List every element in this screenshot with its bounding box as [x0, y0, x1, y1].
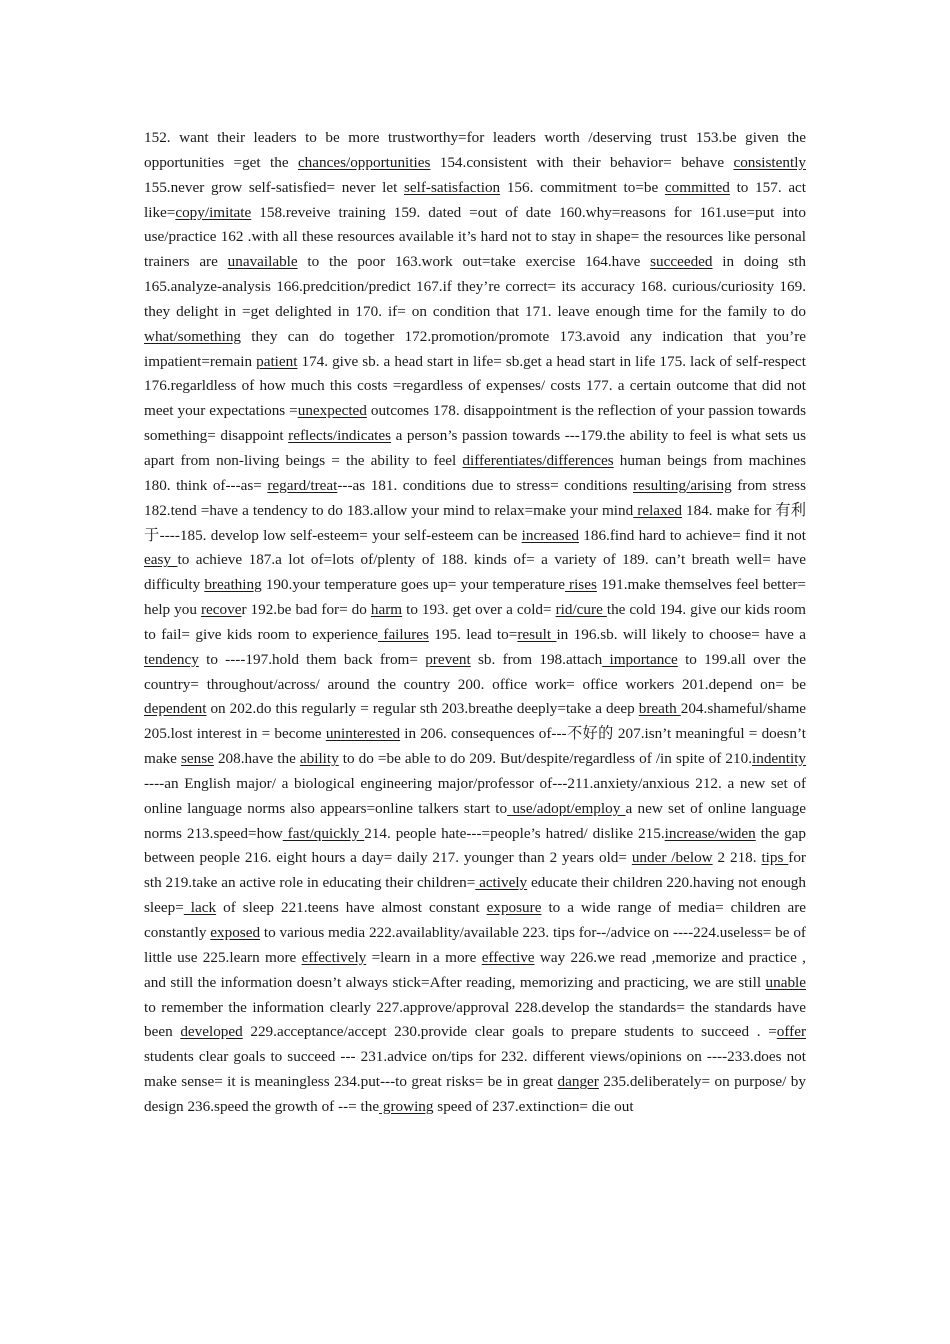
underlined-answer: copy/imitate	[175, 203, 252, 221]
text-segment: r 192.be bad for= do	[241, 601, 371, 619]
text-segment: 235.deliberately= on purpose/ by design 236.speed the growth of --= the	[144, 1073, 806, 1115]
text-segment: students clear goals to succeed --- 231.advice on/tips for 232. different views/opinions on ----233.does not make sense= it is meaningless 234.put---to great risks= be in great	[144, 1048, 806, 1091]
underlined-answer: sense	[180, 750, 214, 768]
text-segment: to 157. act like=	[144, 178, 807, 221]
underlined-answer: unable	[765, 973, 806, 991]
underlined-answer: lack	[183, 899, 217, 917]
text-segment: they can do together 172.promotion/promote 173.avoid any indication that you’re impatient=remain	[144, 327, 806, 370]
underlined-answer: developed	[180, 1023, 243, 1041]
text-segment: to achieve 187.a lot of=lots of/plenty of 188. kinds of= a variety of 189. can’t breath well= have difficulty	[144, 551, 806, 594]
underlined-answer: harm	[370, 601, 403, 619]
text-segment: 184. make for 有利于----185. develop low self-esteem= your self-esteem can be	[144, 501, 806, 544]
text-segment: in doing sth 165.analyze-analysis 166.predcition/predict 167.if they’re correct= its accuracy 168. curious/curiosity 169. they delight in =get delighted in 170. if= on condition that 171. leave enough time for the family to do	[144, 253, 806, 320]
text-segment: to a wide range of media= children are constantly	[144, 899, 806, 941]
underlined-answer: fast/quickly	[282, 824, 365, 842]
underlined-answer: regard/treat	[267, 476, 338, 494]
underlined-answer: actively	[475, 874, 528, 892]
underlined-answer: recove	[200, 601, 242, 619]
text-segment: way 226.we read ,memorize and practice , and still the information doesn’t always stick=After reading, memorizing and practicing, we are still	[144, 948, 806, 991]
underlined-answer: chances/opportunities	[297, 153, 431, 171]
text-segment: 229.acceptance/accept 230.provide clear goals to prepare students to succeed . =	[242, 1023, 777, 1041]
text-segment: ----an English major/ a biological engineering major/professor of---211.anxiety/anxious 212. a new set of online language norms also appears=online talkers start to	[144, 774, 806, 817]
text-segment: ---as 181. conditions due to stress= conditions	[337, 476, 633, 494]
text-segment: in 196.sb. will likely to choose= have a	[556, 625, 806, 643]
text-segment: 152. want their leaders to be more trustworthy=for leaders worth /deserving trust 153.be given the opportunities =get the	[144, 129, 806, 171]
underlined-answer: self-satisfaction	[403, 178, 501, 196]
underlined-answer: what/something	[144, 327, 242, 345]
underlined-answer: uninterested	[325, 725, 401, 743]
underlined-answer: increased	[521, 526, 579, 544]
underlined-answer: importance	[602, 650, 678, 668]
text-segment: 156. commitment to=be	[500, 178, 665, 196]
text-segment: on 202.do this regularly = regular sth 203.breathe deeply=take a deep	[206, 700, 639, 718]
text-segment: 186.find hard to achieve= find it not	[578, 526, 806, 544]
text-segment: 191.make themselves feel better= help you	[144, 576, 806, 619]
underlined-answer: growing	[379, 1097, 434, 1115]
underlined-answer: tendency	[144, 650, 199, 668]
underlined-answer: breath	[638, 700, 681, 718]
underlined-answer: failures	[378, 625, 429, 643]
text-segment: 158.reveive training 159. dated =out of date 160.why=reasons for 161.use=put into use/practice 162 .with all these resources available it’s hard not to stay in shape= the resources like personal trainers are	[144, 203, 806, 271]
text-segment: of sleep 221.teens have almost constant	[216, 899, 487, 917]
underlined-answer: reflects/indicates	[288, 427, 392, 445]
text-segment: to various media 222.availablity/available 223. tips for--/advice on ----224.useless= be of little use 225.learn more	[144, 924, 806, 966]
text-segment: to 199.all over the country= throughout/across/ around the country 200. office work= office workers 201.depend on= be	[144, 650, 806, 693]
text-segment: to ----197.hold them back from=	[198, 650, 426, 668]
text-segment: 208.have the	[213, 750, 300, 768]
text-segment: 174. give sb. a head start in life= sb.get a head start in life 175. lack of self-respect 176.regarldless of how much this costs =regardless of expenses/ costs 177. a certain outcome that did not meet your expectations =	[144, 352, 807, 420]
underlined-answer: effective	[481, 948, 535, 966]
underlined-answer: result	[517, 625, 557, 643]
underlined-answer: indentity	[752, 750, 807, 768]
text-segment: 204.shameful/shame 205.lost interest in = become	[144, 700, 807, 743]
underlined-answer: easy	[144, 551, 178, 569]
text-segment: human beings from machines 180. think of---as=	[144, 451, 806, 494]
underlined-answer: under /below	[631, 849, 713, 867]
text-segment: educate their children 220.having not enough sleep=	[144, 874, 806, 917]
text-segment: 155.never grow self-satisfied= never let	[144, 178, 404, 196]
underlined-answer: rises	[564, 576, 597, 594]
underlined-answer: rid/cure	[555, 601, 607, 619]
underlined-answer: ability	[299, 750, 339, 768]
underlined-answer: dependent	[144, 700, 207, 718]
text-segment: the gap between people 216. eight hours a day= daily 217. younger than 2 years old=	[144, 824, 806, 867]
underlined-answer: differentiates/differences	[462, 451, 614, 469]
underlined-answer: use/adopt/employ	[507, 799, 626, 817]
text-segment: 195. lead to=	[428, 625, 518, 643]
underlined-answer: increase/widen	[664, 824, 756, 842]
text-segment: the cold 194. give our kids room to fail= give kids room to experience	[144, 601, 806, 643]
text-segment: a person’s passion towards ---179.the ability to feel is what sets us apart from non-living beings = the ability to feel	[144, 427, 806, 469]
text-segment: to remember the information clearly 227.approve/approval 228.develop the standards= the standards have been	[144, 998, 806, 1041]
text-segment: to do =be able to do 209. But/despite/regardless of /in spite of 210.	[338, 750, 753, 768]
document-body	[144, 126, 806, 1120]
underlined-answer: patient	[256, 352, 298, 370]
underlined-answer: succeeded	[650, 253, 713, 271]
text-segment: 214. people hate---=people’s hatred/ dislike 215.	[364, 824, 665, 842]
underlined-answer: resulting/arising	[632, 476, 732, 494]
underlined-answer: effectively	[301, 948, 367, 966]
text-segment: from stress 182.tend =have a tendency to do 183.allow your mind to relax=make your mind	[144, 476, 806, 519]
underlined-answer: breathing	[204, 576, 262, 594]
text-segment: 154.consistent with their behavior= behave	[430, 153, 734, 171]
text-segment: =learn in a more	[366, 948, 482, 966]
underlined-answer: offer	[776, 1023, 806, 1041]
underlined-answer: relaxed	[633, 501, 682, 519]
text-segment: speed of 237.extinction= die out	[433, 1097, 634, 1115]
vocabulary-paragraph	[144, 126, 806, 1120]
underlined-answer: tips	[761, 849, 789, 867]
text-segment: 2 218.	[712, 849, 762, 867]
underlined-answer: committed	[664, 178, 730, 196]
text-segment: to 193. get over a cold=	[402, 601, 556, 619]
text-segment: 190.your temperature goes up= your temperature	[261, 576, 565, 594]
underlined-answer: consistently	[733, 153, 807, 171]
text-segment: outcomes 178. disappointment is the reflection of your passion towards something= disappoint	[144, 402, 807, 445]
text-segment: in 206. consequences of---不好的 207.isn’t meaningful = doesn’t make	[144, 725, 807, 768]
text-segment: a new set of online language norms 213.speed=how	[144, 799, 806, 842]
underlined-answer: prevent	[425, 650, 471, 668]
text-segment: sb. from 198.attach	[470, 650, 603, 668]
underlined-answer: unavailable	[227, 253, 298, 271]
underlined-answer: exposed	[210, 924, 261, 941]
text-segment: to the poor 163.work out=take exercise 164.have	[297, 253, 651, 271]
text-segment: for sth 219.take an active role in educating their children=	[144, 849, 806, 892]
underlined-answer: unexpected	[297, 402, 367, 420]
underlined-answer: danger	[557, 1073, 599, 1091]
underlined-answer: exposure	[486, 899, 542, 917]
